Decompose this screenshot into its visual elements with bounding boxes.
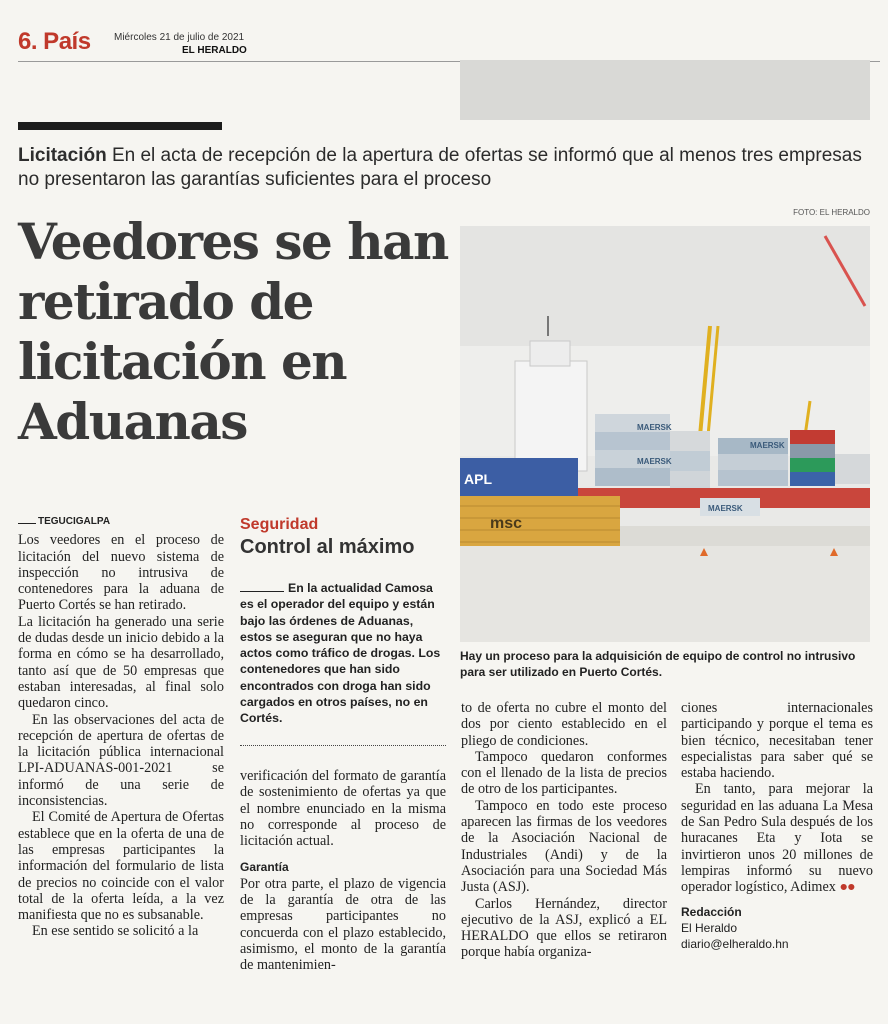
- dateline-text: TEGUCIGALPA: [38, 516, 111, 527]
- top-photo-strip: [460, 60, 870, 120]
- end-mark: ●●: [839, 879, 855, 896]
- paragraph: La licitación ha generado una serie de dudas desde un inicio debido a la forma en cómo se ha desarrollado, tanto así que de 50 empresas que estaban interesadas, al final solo quedaron cinco.: [18, 613, 224, 712]
- svg-text:MAERSK: MAERSK: [637, 423, 672, 432]
- page-header: [18, 22, 880, 62]
- box-title: Control al máximo: [240, 536, 415, 558]
- section-rule: [18, 122, 222, 130]
- paragraph: Tampoco quedaron conformes con el llenado de la lista de precios de otro de los participantes.: [461, 748, 667, 798]
- headline: Veedores se han retirado de licitación en Aduanas: [18, 212, 448, 451]
- column-1: [18, 514, 224, 940]
- msc-label: msc: [490, 515, 523, 532]
- maersk-label: MAERSK: [708, 504, 743, 513]
- photo-credit: FOTO: EL HERALDO: [793, 208, 870, 217]
- port-illustration: [460, 226, 870, 642]
- newspaper-name: EL HERALDO: [182, 45, 247, 56]
- paragraph: verificación del formato de garantía de sostenimiento de ofertas ya que el nombre enunciado en la misma no corresponde al proceso de licitación actual.: [240, 768, 446, 850]
- kicker-label: Licitación: [18, 145, 107, 166]
- column-3: [461, 700, 667, 961]
- box-divider: [240, 745, 446, 746]
- column-4: [681, 700, 873, 952]
- column-2: [240, 768, 446, 974]
- port-photo: [460, 226, 870, 642]
- signature: [681, 904, 873, 952]
- signature-email: diario@elheraldo.hn: [681, 936, 789, 951]
- paragraph: ciones internacionales participando y porque el tema es bien técnico, necesitaban tener especialistas para saber qué se estaba haciendo.: [681, 700, 873, 782]
- svg-text:MAERSK: MAERSK: [750, 441, 785, 450]
- svg-text:MAERSK: MAERSK: [637, 457, 672, 466]
- box-dash: [240, 591, 284, 592]
- dateline: [18, 514, 224, 530]
- paragraph: El Comité de Apertura de Ofertas establece que en la oferta de una de las empresas participantes la información del formulario de lista de precios no coincide con el valor total de la oferta leída, a la vez manifiesta que no es subsanable.: [18, 809, 224, 924]
- dateline-rule: [18, 523, 36, 524]
- apl-label: APL: [464, 471, 492, 487]
- box-body: [240, 580, 446, 727]
- box-kicker: Seguridad: [240, 516, 319, 533]
- paragraph: Los veedores en el proceso de licitación del nuevo sistema de inspección no intrusiva de contenedores para la aduana de Puerto Cortés se han retirado.: [18, 532, 224, 614]
- signature-name: El Heraldo: [681, 920, 738, 935]
- subhead: Garantía: [240, 860, 289, 875]
- kicker: [18, 144, 868, 192]
- kicker-text: En el acta de recepción de la apertura de ofertas se informó que al menos tres empresas no presentaron las garantías suficientes para el proceso: [18, 145, 862, 190]
- paragraph: Tampoco en todo este proceso aparecen las firmas de los veedores de la Asociación Nacional de Industriales (Andi) y de la Asociación para una Sociedad Más Justa (ASJ).: [461, 797, 667, 896]
- paragraph: Por otra parte, el plazo de vigencia de la garantía de otra de las empresas participantes no concuerda con el plazo establecido, asimismo, el monto de la garantía de mantenimien-: [240, 875, 446, 974]
- paragraph: En las observaciones del acta de recepción de apertura de ofertas de la licitación pública internacional LPI-ADUANAS-001-2021 se informó de una serie de inconsistencias.: [18, 711, 224, 810]
- publication-date: Miércoles 21 de julio de 2021: [114, 32, 245, 43]
- paragraph-text: En tanto, para mejorar la seguridad en las aduana La Mesa de San Pedro Sula después de los huracanes Eta y Iota se invirtieron unos 20 millones de lempiras informó su nuevo operador logístico, Adimex: [681, 781, 873, 896]
- photo-caption: Hay un proceso para la adquisición de equipo de control no intrusivo para ser utilizado en Puerto Cortés.: [460, 649, 856, 679]
- paragraph: to de oferta no cubre el monto del dos por ciento establecido en el pliego de condiciones.: [461, 700, 667, 749]
- paragraph: [681, 781, 873, 895]
- section-name: 6. País: [18, 28, 91, 55]
- paragraph: Carlos Hernández, director ejecutivo de la ASJ, explicó a EL HERALDO que ellos se retiraron porque había organiza-: [461, 895, 667, 961]
- box-text: En la actualidad Camosa es el operador del equipo y están bajo las órdenes de Aduanas, estos se aseguran que no haya actos como tráfico de drogas. Los contenedores que han sido encontrados con droga han sido cargados en otros países, no en Cortés.: [240, 581, 441, 726]
- signature-head: Redacción: [681, 904, 742, 919]
- paragraph: En ese sentido se solicitó a la: [32, 923, 199, 940]
